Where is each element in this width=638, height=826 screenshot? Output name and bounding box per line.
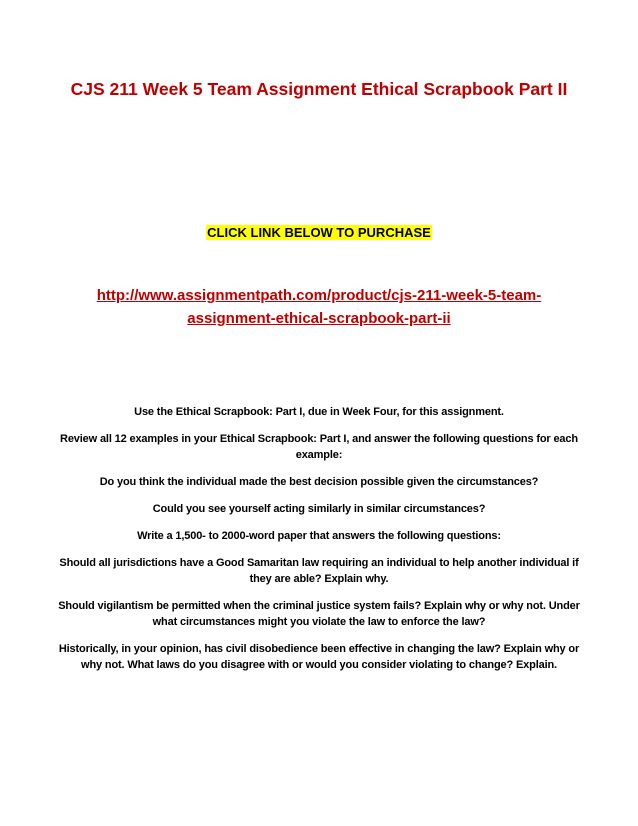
instruction-paragraph-1: Use the Ethical Scrapbook: Part I, due in Week Four, for this assignment. xyxy=(134,406,504,418)
instruction-paragraph-2: Review all 12 examples in your Ethical Scrapbook: Part I, and answer the following questions for each example: xyxy=(60,433,578,461)
question-paragraph-2: Could you see yourself acting similarly in similar circumstances? xyxy=(152,503,486,515)
assignment-instructions xyxy=(56,404,582,684)
question-paragraph-4: Should vigilantism be permitted when the criminal justice system fails? Explain why or why not. Under what circumstances might you violate the law to enforce the law? xyxy=(58,600,580,628)
question-paragraph-3: Should all jurisdictions have a Good Samaritan law requiring an individual to help another individual if they are able? Explain why. xyxy=(59,557,579,585)
purchase-callout-text: CLICK LINK BELOW TO PURCHASE xyxy=(207,225,431,240)
instruction-paragraph-3: Write a 1,500- to 2000-word paper that answers the following questions: xyxy=(137,530,501,542)
document-title: CJS 211 Week 5 Team Assignment Ethical Scrapbook Part II xyxy=(70,79,568,99)
purchase-callout xyxy=(0,224,638,242)
question-paragraph-5: Historically, in your opinion, has civil disobedience been effective in changing the law? Explain why or why not. What laws do you disagree with or would you consider violating to change? Explain. xyxy=(58,643,580,671)
question-paragraph-1: Do you think the individual made the best decision possible given the circumstances? xyxy=(99,476,539,488)
purchase-link[interactable]: http://www.assignmentpath.com/product/cjs-211-week-5-team-assignment-ethical-scrapbook-part-ii xyxy=(96,287,542,327)
